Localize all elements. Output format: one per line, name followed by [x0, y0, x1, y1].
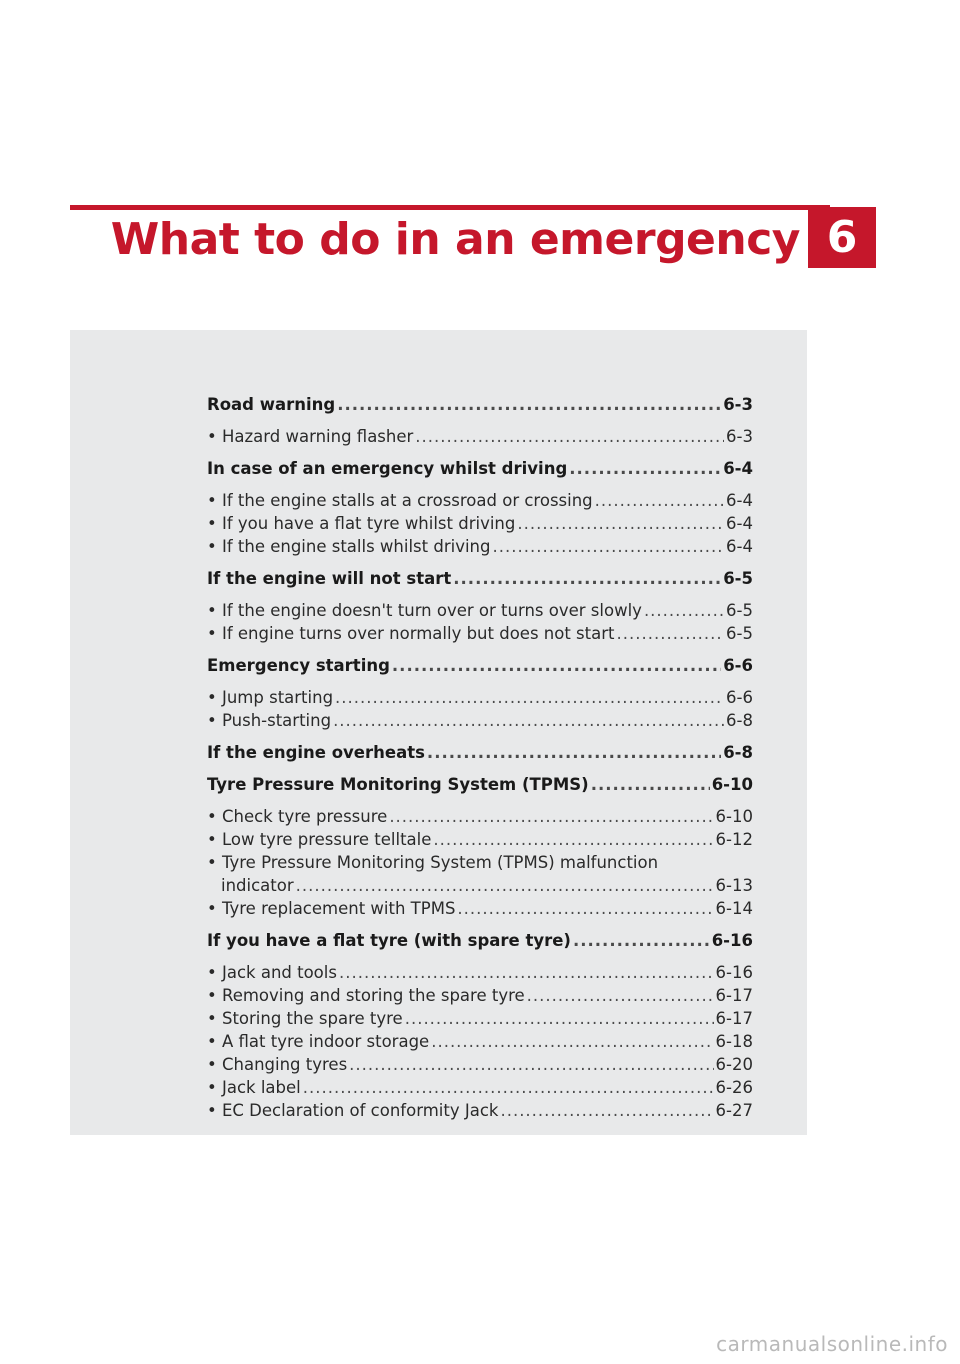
toc-item[interactable]	[207, 709, 753, 732]
toc-leader-dots	[433, 828, 713, 851]
toc-page-number: 6-20	[715, 1055, 753, 1074]
toc-page-number: 6-26	[715, 1078, 753, 1097]
toc-section[interactable]	[207, 741, 753, 764]
toc-leader-dots	[349, 1053, 713, 1076]
toc-page-number: 6-3	[723, 395, 753, 414]
toc-item-label: • EC Declaration of conformity Jack	[207, 1101, 499, 1120]
toc-section[interactable]	[207, 457, 753, 480]
toc-item-label: • Storing the spare tyre	[207, 1009, 403, 1028]
toc-leader-dots	[453, 567, 721, 590]
toc-section[interactable]	[207, 929, 753, 952]
chapter-number-badge: 6	[808, 207, 876, 268]
toc-page-number: 6-8	[723, 743, 753, 762]
toc-page-number: 6-6	[726, 688, 753, 707]
toc-item-label: • Push-starting	[207, 711, 332, 730]
toc-leader-dots	[457, 897, 713, 920]
toc-item-continuation[interactable]	[207, 874, 753, 897]
toc-item[interactable]	[207, 1007, 753, 1030]
toc-item-label: • Tyre Pressure Monitoring System (TPMS) malfunction	[207, 853, 659, 872]
toc-section[interactable]	[207, 773, 753, 796]
toc-item-label: • Jack and tools	[207, 963, 337, 982]
toc-page-number: 6-8	[726, 711, 753, 730]
toc-item-label: • If engine turns over normally but does not start	[207, 624, 615, 643]
toc-leader-dots	[517, 512, 724, 535]
toc-item-label: • If you have a flat tyre whilst driving	[207, 514, 516, 533]
toc-item-label: • Tyre replacement with TPMS	[207, 899, 456, 918]
toc-leader-dots	[644, 599, 724, 622]
toc-section-label: Road warning	[207, 395, 336, 414]
watermark: carmanualsonline.info	[716, 1332, 948, 1356]
toc-item[interactable]	[207, 622, 753, 645]
toc-item-label: • Jack label	[207, 1078, 301, 1097]
toc-section-label: If you have a flat tyre (with spare tyre)	[207, 931, 571, 950]
toc-item-label: • Changing tyres	[207, 1055, 348, 1074]
toc-leader-dots	[333, 709, 724, 732]
toc-page-number: 6-4	[723, 459, 753, 478]
toc-leader-dots	[591, 773, 710, 796]
toc-section-label: If the engine overheats	[207, 743, 425, 762]
toc-page-number: 6-4	[726, 491, 753, 510]
toc-page-number: 6-16	[715, 963, 753, 982]
toc-leader-dots	[617, 622, 725, 645]
chapter-title: What to do in an emergency	[110, 214, 800, 265]
toc-item[interactable]	[207, 512, 753, 535]
toc-item[interactable]	[207, 805, 753, 828]
toc-item-label: • If the engine stalls whilst driving	[207, 537, 491, 556]
toc-page-number: 6-16	[711, 931, 753, 950]
toc-section[interactable]	[207, 654, 753, 677]
toc-leader-dots	[392, 654, 721, 677]
table-of-contents	[207, 393, 753, 1122]
toc-leader-dots	[339, 961, 714, 984]
toc-item[interactable]	[207, 1053, 753, 1076]
chapter-header-rule	[70, 205, 830, 210]
toc-item[interactable]	[207, 1030, 753, 1053]
toc-item[interactable]	[207, 1099, 753, 1122]
toc-item[interactable]	[207, 425, 753, 448]
toc-item[interactable]	[207, 984, 753, 1007]
toc-leader-dots	[405, 1007, 714, 1030]
toc-leader-dots	[431, 1030, 713, 1053]
toc-item-label: • Removing and storing the spare tyre	[207, 986, 525, 1005]
toc-page-number: 6-10	[715, 807, 753, 826]
toc-item[interactable]	[207, 686, 753, 709]
toc-item[interactable]	[207, 828, 753, 851]
toc-page-number: 6-17	[715, 1009, 753, 1028]
toc-leader-dots	[427, 741, 721, 764]
toc-section[interactable]	[207, 567, 753, 590]
toc-section-label: In case of an emergency whilst driving	[207, 459, 568, 478]
toc-leader-dots	[335, 686, 724, 709]
toc-item-label: • If the engine stalls at a crossroad or crossing	[207, 491, 593, 510]
toc-item[interactable]	[207, 535, 753, 558]
toc-leader-dots	[500, 1099, 713, 1122]
toc-item[interactable]	[207, 599, 753, 622]
toc-leader-dots	[569, 457, 721, 480]
toc-page-number: 6-4	[726, 514, 753, 533]
toc-leader-dots	[492, 535, 724, 558]
toc-leader-dots	[389, 805, 713, 828]
toc-item-label: • If the engine doesn't turn over or turns over slowly	[207, 601, 642, 620]
toc-item[interactable]	[207, 1076, 753, 1099]
toc-item-label: • Check tyre pressure	[207, 807, 388, 826]
toc-item-label-continuation: indicator	[221, 876, 294, 895]
toc-page-number: 6-4	[726, 537, 753, 556]
toc-leader-dots	[337, 393, 721, 416]
toc-section[interactable]	[207, 393, 753, 416]
toc-item[interactable]	[207, 489, 753, 512]
toc-leader-dots	[527, 984, 714, 1007]
toc-section-label: If the engine will not start	[207, 569, 452, 588]
toc-page-number: 6-17	[715, 986, 753, 1005]
toc-item[interactable]	[207, 851, 753, 874]
toc-page-number: 6-13	[715, 876, 753, 895]
toc-item-label: • A flat tyre indoor storage	[207, 1032, 430, 1051]
toc-leader-dots	[296, 874, 714, 897]
toc-item[interactable]	[207, 961, 753, 984]
toc-page-number: 6-5	[723, 569, 753, 588]
toc-page-number: 6-5	[726, 601, 753, 620]
toc-item-label: • Hazard warning flasher	[207, 427, 414, 446]
toc-page-number: 6-3	[726, 427, 753, 446]
toc-page-number: 6-10	[711, 775, 753, 794]
toc-section-label: Emergency starting	[207, 656, 390, 675]
toc-page-number: 6-18	[715, 1032, 753, 1051]
toc-leader-dots	[573, 929, 710, 952]
toc-page-number: 6-12	[715, 830, 753, 849]
toc-section-label: Tyre Pressure Monitoring System (TPMS)	[207, 775, 589, 794]
toc-page-number: 6-27	[715, 1101, 753, 1120]
toc-page-number: 6-14	[715, 899, 753, 918]
toc-page-number: 6-6	[723, 656, 753, 675]
toc-leader-dots	[595, 489, 724, 512]
toc-item-label: • Jump starting	[207, 688, 334, 707]
toc-leader-dots	[303, 1076, 714, 1099]
toc-item[interactable]	[207, 897, 753, 920]
toc-item-label: • Low tyre pressure telltale	[207, 830, 432, 849]
toc-leader-dots	[415, 425, 724, 448]
toc-page-number: 6-5	[726, 624, 753, 643]
